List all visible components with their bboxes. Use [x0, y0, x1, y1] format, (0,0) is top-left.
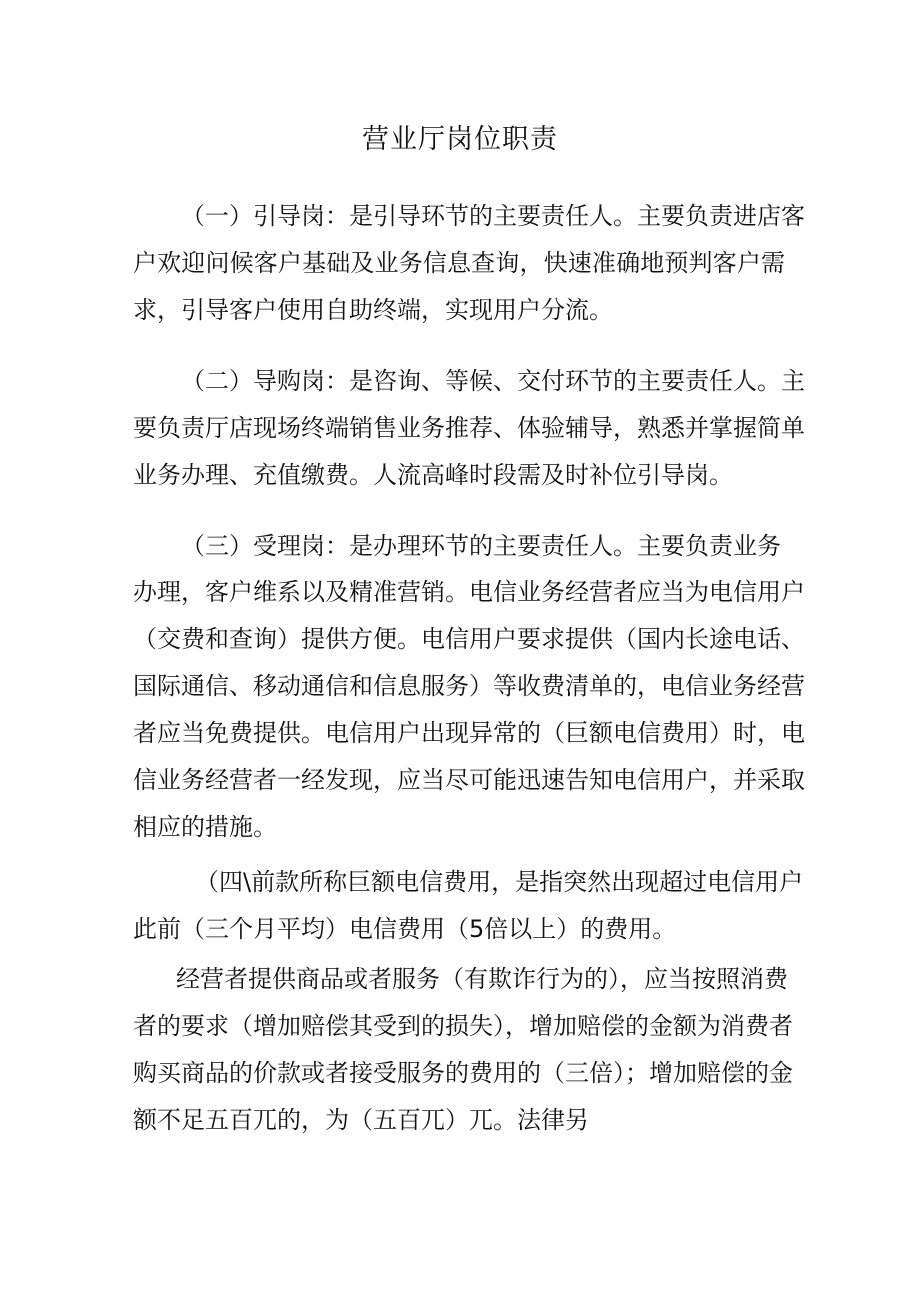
paragraph-3-line-3: （交费和查询）提供方便。电信用户要求提供（国内长途电话、	[133, 625, 805, 653]
paragraph-2-line-2: 要负责厅店现场终端销售业务推荐、体验辅导，熟悉并掌握简单	[133, 414, 805, 442]
paragraph-1-line-1: （一）引导岗：是引导环节的主要责任人。主要负责进店客	[181, 202, 805, 230]
paragraph-1-line-2: 户欢迎问候客户基础及业务信息查询，快速准确地预判客户需	[133, 249, 785, 277]
paragraph-3-line-4: 国际通信、移动通信和信息服务）等收费清单的，电信业务经营	[133, 672, 805, 700]
paragraph-3-line-6: 信业务经营者一经发现，应当尽可能迅速告知电信用户，并采取	[133, 766, 805, 794]
page-title: 营业厅岗位职责	[362, 124, 558, 155]
paragraph-5-line-2: 者的要求（增加赔偿其受到的损失），增加赔偿的金额为消费者	[133, 1012, 793, 1040]
paragraph-5-line-1: 经营者提供商品或者服务（有欺诈行为的），应当按照消费	[176, 965, 788, 993]
paragraph-2-line-3: 业务办理、充值缴费。人流高峰时段需及时补位引导岗。	[133, 461, 733, 489]
paragraph-5-line-3: 购买商品的价款或者接受服务的费用的（三倍）；增加赔偿的金	[133, 1059, 793, 1087]
paragraph-3-line-5: 者应当免费提供。电信用户出现异常的（巨额电信费用）时，电	[133, 719, 805, 747]
paragraph-3-line-2: 办理，客户维系以及精准营销。电信业务经营者应当为电信用户	[133, 578, 805, 606]
paragraph-1-line-3: 求，引导客户使用自助终端，实现用户分流。	[133, 296, 613, 324]
paragraph-5-line-4: 额不足五百兀的，为（五百兀）兀。法律另	[133, 1106, 589, 1134]
paragraph-3-line-1: （三）受理岗：是办理环节的主要责任人。主要负责业务	[181, 532, 781, 560]
paragraph-4-line-1: （四\前款所称巨额电信费用，是指突然出现超过电信用户	[195, 868, 804, 896]
paragraph-2-line-1: （二）导购岗：是咨询、等候、交付环节的主要责任人。主	[181, 367, 805, 395]
paragraph-4-line-2: 此前（三个月平均）电信费用（5倍以上）的费用。	[133, 915, 677, 943]
paragraph-3-line-7: 相应的措施。	[133, 813, 277, 841]
